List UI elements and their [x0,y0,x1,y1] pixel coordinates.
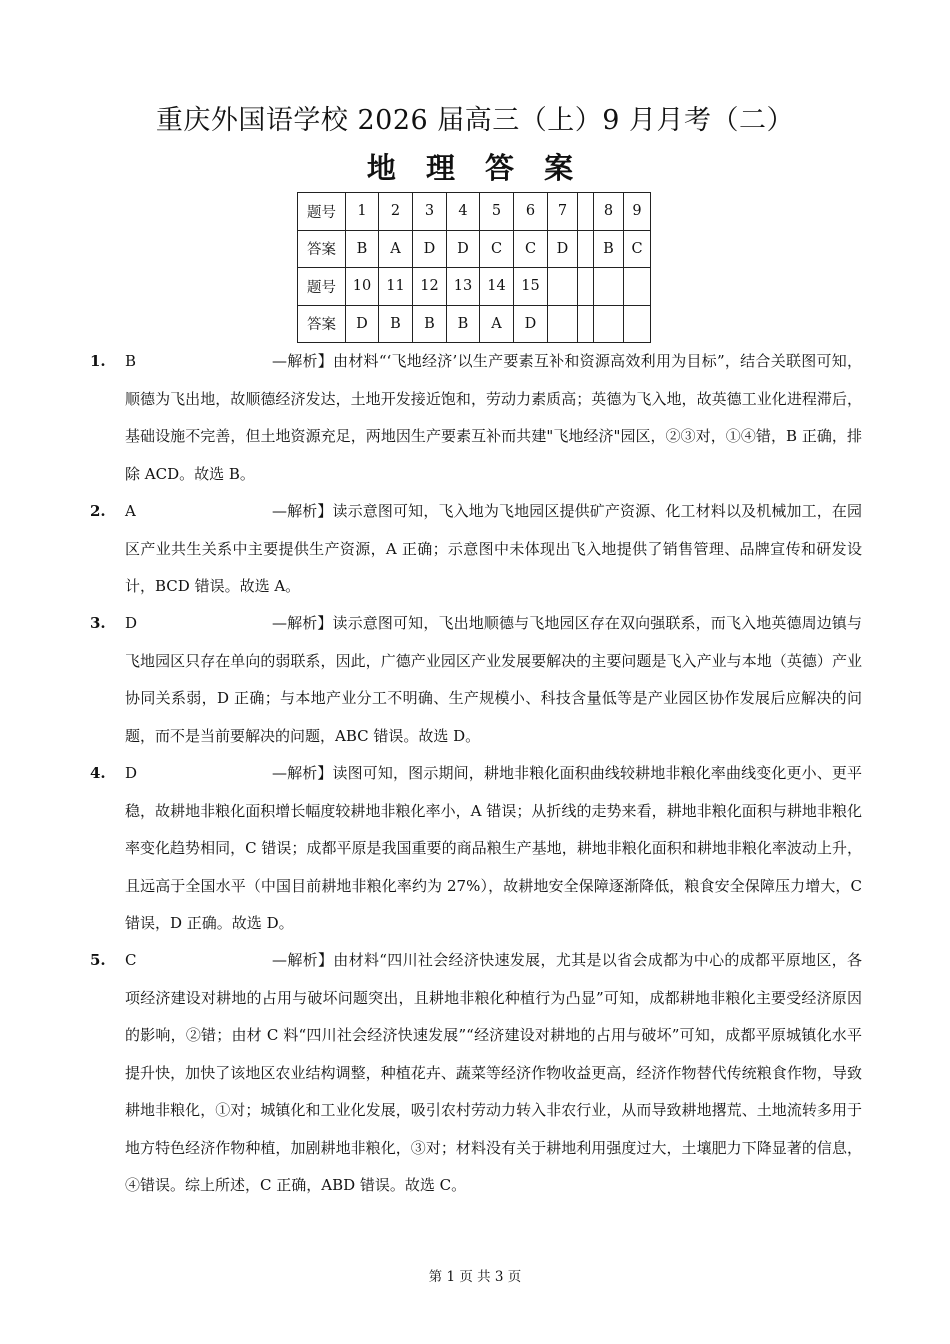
answer-table-cell [548,268,578,306]
answer-table-row [298,230,651,268]
question-answer: C [125,951,137,969]
answer-table-cell [578,193,594,231]
answer-table-cell: B [379,305,413,343]
question-item [90,493,862,606]
answer-table-cell: 3 [413,193,447,231]
answer-table-cell: D [447,230,480,268]
answer-table-cell: 4 [447,193,480,231]
answer-table-cell: 7 [548,193,578,231]
answer-table-cell: 2 [379,193,413,231]
answer-table-cell: 6 [514,193,548,231]
answer-table-cell: C [624,230,651,268]
question-answer: B [125,352,137,370]
question-item [90,343,862,493]
answer-table-cell [624,268,651,306]
answer-table-cell: B [346,230,379,268]
answer-table-cell [548,305,578,343]
question-explanation: —解析】由材料“四川社会经济快速发展，尤其是以省会成都为中心的成都平原地区，各项经济建设对耕地的占用与破坏问题突出，且耕地非粮化种植行为凸显”可知，成都耕地非粮化主要受经济原因的影响，②错；由材 C 料“四川社会经济快速发展”“经济建设对耕地的占用与破坏”可知，成都平原城镇化水平提升快，加快了该地区农业结构调整，种植花卉、蔬菜等经济作物收益更高，经济作物替代传统粮食作物，导致耕地非粮化，①对；城镇化和工业化发展，吸引农村劳动力转入非农行业，从而导致耕地撂荒、土地流转多用于地方特色经济作物种植，加剧耕地非粮化，③对；材料没有关于耕地利用强度过大，土壤肥力下降显著的信息，④错误。综上所述，C 正确，ABD 错误。故选 C。 [125,951,862,1194]
question-answer: D [125,764,138,782]
question-explanation: —解析】读图可知，图示期间，耕地非粮化面积曲线较耕地非粮化率曲线变化更小、更平稳，故耕地非粮化面积增长幅度较耕地非粮化率小，A 错误；从折线的走势来看，耕地非粮化面积与耕地非粮化率变化趋势相同，C 错误；成都平原是我国重要的商品粮生产基地，耕地非粮化面积和耕地非粮化率波动上升，且远高于全国水平（中国目前耕地非粮化率约为 27%），故耕地安全保障逐渐降低，粮食安全保障压力增大，C 错误，D 正确。故选 D。 [125,764,862,932]
answer-table-cell [594,305,624,343]
answer-table-cell: D [514,305,548,343]
answer-table [297,192,651,343]
answer-table-cell [578,230,594,268]
answer-table-cell: D [413,230,447,268]
question-number: 3. [90,614,106,632]
answer-table-cell: 13 [447,268,480,306]
answer-table-cell: C [514,230,548,268]
answer-table-cell: B [594,230,624,268]
answer-table-cell: 9 [624,193,651,231]
answer-table-row-header: 答案 [298,305,346,343]
question-explanation: —解析】由材料“‘飞地经济’以生产要素互补和资源高效利用为目标”，结合关联图可知，顺德为飞出地，故顺德经济发达，土地开发接近饱和，劳动力素质高；英德为飞入地，故英德工业化进程滞后，基础设施不完善，但土地资源充足，两地因生产要素互补而共建"飞地经济"园区，②③对，①④错，B 正确，排除 ACD。故选 B。 [125,352,862,483]
answer-table-cell: A [379,230,413,268]
answer-table-cell: 14 [480,268,514,306]
question-answer: D [125,614,138,632]
question-number: 1. [90,352,106,370]
answer-table-cell: 11 [379,268,413,306]
question-number: 5. [90,951,106,969]
question-number: 2. [90,502,106,520]
answer-table-row [298,268,651,306]
answer-table-row [298,305,651,343]
question-answer: A [125,502,136,520]
answer-table-cell: B [413,305,447,343]
answer-table-cell: 1 [346,193,379,231]
answer-table-cell [578,305,594,343]
answer-table-cell [594,268,624,306]
answer-table-cell: C [480,230,514,268]
question-number: 4. [90,764,106,782]
answer-table-cell: 8 [594,193,624,231]
answer-table-cell: D [548,230,578,268]
answer-table-cell: 15 [514,268,548,306]
answer-table-cell: 5 [480,193,514,231]
answer-table-row-header: 题号 [298,193,346,231]
question-item [90,942,862,1205]
answer-table-row [298,193,651,231]
question-item [90,755,862,943]
question-explanation: —解析】读示意图可知，飞入地为飞地园区提供矿产资源、化工材料以及机械加工，在园区产业共生关系中主要提供生产资源，A 正确；示意图中未体现出飞入地提供了销售管理、品牌宣传和研发设计，BCD 错误。故选 A。 [125,502,862,595]
document-title: 重庆外国语学校 2026 届高三（上）9 月月考（二） [155,105,795,136]
answer-table-cell: A [480,305,514,343]
answer-table-row-header: 题号 [298,268,346,306]
question-explanation: —解析】读示意图可知，飞出地顺德与飞地园区存在双向强联系，而飞入地英德周边镇与飞地园区只存在单向的弱联系，因此，广德产业园区产业发展要解决的主要问题是飞入产业与本地（英德）产业协同关系弱，D 正确；与本地产业分工不明确、生产规模小、科技含量低等是产业园区协作发展后应解决的问题，而不是当前要解决的问题，ABC 错误。故选 D。 [125,614,862,745]
answer-table-cell: 10 [346,268,379,306]
answer-table-cell: 12 [413,268,447,306]
answer-table-cell: D [346,305,379,343]
question-item [90,605,862,755]
page-footer: 第 1 页 共 3 页 [428,1269,522,1285]
answer-table-cell: B [447,305,480,343]
answer-table-cell [578,268,594,306]
answer-table-row-header: 答案 [298,230,346,268]
answer-table-cell [624,305,651,343]
document-subtitle: 地 理 答 案 [366,151,584,185]
